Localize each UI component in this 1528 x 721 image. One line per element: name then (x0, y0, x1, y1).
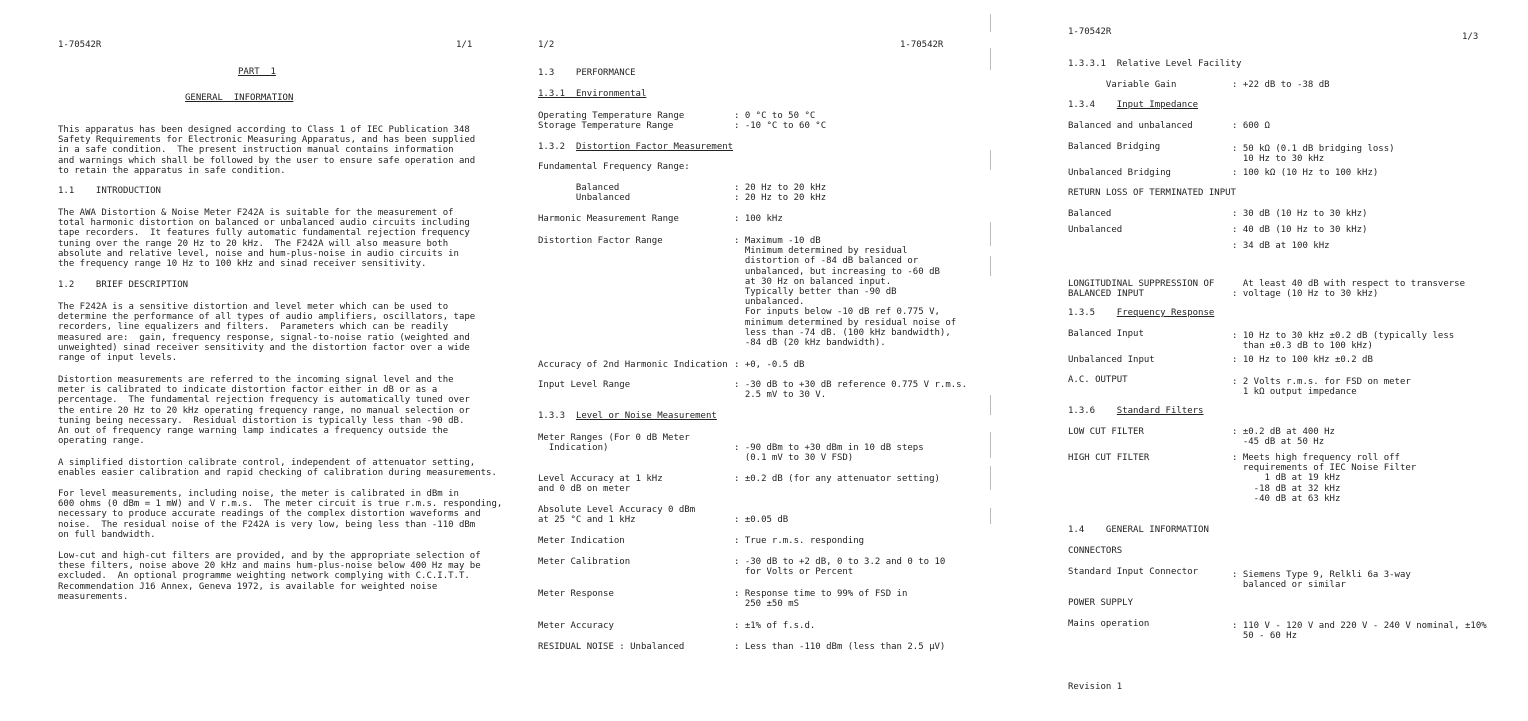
spec-label: Variable Gain (1068, 80, 1177, 90)
spec-value: At least 40 dB with respect to transverse : voltage (10 Hz to 30 kHz) (1232, 279, 1465, 300)
spec-label: LOW CUT FILTER (1068, 427, 1144, 437)
spec-value: : ±0.2 dB (for any attenuator setting) (734, 474, 940, 484)
spec-label: Absolute Level Accuracy 0 dBm at 25 °C and 1 kHz (538, 505, 696, 526)
page-1 (58, 0, 508, 721)
spec-label: HIGH CUT FILTER (1068, 453, 1150, 463)
page-title: GENERAL INFORMATION (185, 93, 294, 103)
spec-value: : 10 Hz to 30 kHz ±0.2 dB (typically less than ±0.3 dB to 100 kHz) (1232, 331, 1455, 352)
return-loss-heading: RETURN LOSS OF TERMINATED INPUT (1068, 188, 1236, 198)
description-paragraph-3: A simplified distortion calibrate control, independent of attenuator setting, enables easier calibration and rapid checking of calibration during measurements. (58, 458, 497, 479)
spec-label: Unbalanced Bridging (1068, 168, 1171, 178)
spec-value: : 20 Hz to 20 kHz : 20 Hz to 20 kHz (734, 183, 827, 204)
section-heading-1-3-3-1: 1.3.3.1 Relative Level Facility (1068, 59, 1242, 69)
spec-label: Mains operation (1068, 619, 1150, 629)
spec-label: Input Level Range (538, 380, 631, 390)
spec-value: : Less than -110 dBm (less than 2.5 µV) (734, 642, 946, 652)
spec-label: Standard Input Connector (1068, 567, 1199, 577)
connectors-heading: CONNECTORS (1068, 546, 1123, 556)
section-heading-1-1: 1.1 INTRODUCTION (58, 186, 161, 196)
spec-label: Accuracy of 2nd Harmonic Indication (538, 360, 728, 370)
spec-label: Level Accuracy at 1 kHz and 0 dB on meter (538, 474, 663, 495)
spec-value: : ±0.05 dB (734, 515, 789, 525)
spec-label: Balanced Unbalanced (575, 183, 631, 204)
section-heading-1-3-2: 1.3.2 Distortion Factor Measurement (538, 142, 734, 152)
spec-label: Meter Indication (538, 536, 625, 546)
part-heading: PART 1 (238, 67, 276, 77)
doc-number: 1-70542R (1068, 27, 1112, 37)
spec-label: Distortion Factor Range (538, 236, 663, 246)
introduction-paragraph: The AWA Distortion & Noise Meter F242A is suitable for the measurement of total harmonic distortion on balanced or unbalanced audio circuits including tape recorders. It features fully automatic fundamental rejection frequency tuning over the range 20 Hz to 20 kHz. The F242A will also measure both absolute and relative level, noise and hum-plus-noise in audio circuits in the frequency range 10 Hz to 100 kHz and sinad receiver sensitivity. (58, 208, 470, 270)
spec-value: : 40 dB (10 Hz to 30 kHz) (1232, 225, 1368, 235)
doc-number: 1-70542R (58, 40, 102, 50)
intro-paragraph: This apparatus has been designed according to Class 1 of IEC Publication 348 Safety Requirements for Electronic Measuring Apparatus, and has been supplied in a safe condition. The present instruction manual contains information and warnings which shall be followed by the user to ensure safe operation and to retain the apparatus in safe condition. (58, 125, 476, 176)
page-number: 1/2 (538, 40, 555, 50)
spec-value: : +0, -0.5 dB (734, 360, 805, 370)
spec-label: Meter Ranges (For 0 dB Meter Indication) (538, 433, 690, 454)
page-number: 1/1 (456, 40, 473, 50)
spec-value: : 0 °C to 50 °C : -10 °C to 60 °C (734, 111, 827, 132)
binding-spine (986, 0, 1000, 721)
spec-label: Unbalanced (1068, 225, 1123, 235)
page-2 (538, 0, 978, 721)
section-heading-1-3-5: 1.3.5 Frequency Response (1068, 308, 1215, 318)
spec-value: : -30 dB to +2 dB, 0 to 3.2 and 0 to 10 for Volts or Percent (734, 557, 946, 578)
spec-value: : -90 dBm to +30 dBm in 10 dB steps (0.1 mV to 30 V FSD) (734, 443, 924, 464)
spec-value: : 34 dB at 100 kHz (1232, 241, 1330, 251)
fundamental-range-heading: Fundamental Frequency Range: (538, 162, 690, 172)
spec-value: : Siemens Type 9, Relkli 6a 3-way balanced or similar (1232, 570, 1411, 591)
section-heading-1-3-4: 1.3.4 Input Impedance (1068, 100, 1199, 110)
spec-label: Balanced Input (1068, 329, 1144, 339)
spec-value: : 30 dB (10 Hz to 30 kHz) (1232, 209, 1368, 219)
doc-number: 1-70542R (900, 40, 944, 50)
spec-value: : Meets high frequency roll off requirements of IEC Noise Filter 1 dB at 19 kHz -18 dB at 32 kHz -40 dB at 63 kHz (1232, 453, 1417, 504)
spec-value: : -30 dB to +30 dB reference 0.775 V r.m.s. 2.5 mV to 30 V. (734, 380, 967, 401)
spec-label: Operating Temperature Range Storage Temperature Range (538, 111, 685, 132)
spec-value: : 100 kHz (734, 214, 783, 224)
spec-value: : 10 Hz to 100 kHz ±0.2 dB (1232, 355, 1373, 365)
spec-value: : +22 dB to -38 dB (1232, 80, 1330, 90)
page-3 (1068, 0, 1508, 721)
spec-label: Meter Calibration (538, 557, 631, 567)
spec-value: : True r.m.s. responding (734, 536, 865, 546)
spec-value: : 100 kΩ (10 Hz to 100 kHz) (1232, 168, 1379, 178)
section-heading-1-2: 1.2 BRIEF DESCRIPTION (58, 280, 189, 290)
spec-label: Balanced (1068, 209, 1112, 219)
power-supply-heading: POWER SUPPLY (1068, 598, 1134, 608)
spec-label: Meter Accuracy (538, 621, 614, 631)
section-heading-1-3: 1.3 PERFORMANCE (538, 68, 636, 78)
spec-label: Unbalanced Input (1068, 355, 1155, 365)
spec-value: : 50 kΩ (0.1 dB bridging loss) 10 Hz to 30 kHz (1232, 144, 1395, 165)
spec-value: : Response time to 99% of FSD in 250 ±50 mS (734, 589, 908, 610)
description-paragraph-5: Low-cut and high-cut filters are provided, and by the appropriate selection of these filters, noise above 20 kHz and mains hum-plus-noise below 400 Hz may be excluded. An optional programme weighting network complying with C.C.I.T.T. Recommendation J16 Annex, Geneva 1972, is available for weighted noise measurements. (58, 551, 481, 602)
section-heading-1-3-1: 1.3.1 Environmental (538, 89, 647, 99)
spec-value: : Maximum -10 dB Minimum determined by residual distortion of -84 dB balanced or unbalanced, but increasing to -60 dB at 30 Hz on balanced input. Typically better than -90 dB unbalanced. For inputs below -10 dB ref 0.775 V, minimum determined by residual noise of less than -74 dB. (100 kHz bandwidth), -84 dB (20 kHz bandwidth). (734, 236, 957, 349)
spec-label: Balanced and unbalanced (1068, 121, 1193, 131)
page-number: 1/3 (1462, 32, 1479, 42)
spec-label: LONGITUDINAL SUPPRESSION OF BALANCED INPUT (1068, 279, 1215, 300)
spec-label: Balanced Bridging (1068, 142, 1161, 152)
spec-value: : 110 V - 120 V and 220 V - 240 V nominal, ±10% 50 - 60 Hz (1232, 621, 1487, 642)
spec-value: : 2 Volts r.m.s. for FSD on meter 1 kΩ output impedance (1232, 377, 1411, 398)
section-heading-1-4: 1.4 GENERAL INFORMATION (1068, 525, 1209, 535)
description-paragraph-4: For level measurements, including noise, the meter is calibrated in dBm in 600 ohms (0 dBm = 1 mW) and V r.m.s. The meter circuit is true r.m.s. responding, necessary to produce accurate readings of the complex distortion waveforms and noise. The residual noise of the F242A is very low, being less than -110 dBm on full bandwidth. (58, 489, 503, 540)
section-heading-1-3-6: 1.3.6 Standard Filters (1068, 406, 1204, 416)
section-heading-1-3-3: 1.3.3 Level or Noise Measurement (538, 411, 717, 421)
spec-value: : ±0.2 dB at 400 Hz -45 dB at 50 Hz (1232, 427, 1335, 448)
spec-value: : ±1% of f.s.d. (734, 621, 816, 631)
description-paragraph-2: Distortion measurements are referred to the incoming signal level and the meter is calibrated to indicate distortion factor either in dB or as a percentage. The fundamental rejection frequency is automatically tuned over the entire 20 Hz to 20 kHz operating frequency range, no manual selection or tuning being necessary. Residual distortion is typically less than -90 dB. An out of frequency range warning lamp indicates a frequency outside the operating range. (58, 375, 470, 447)
spec-label: A.C. OUTPUT (1068, 375, 1128, 385)
spec-label: Harmonic Measurement Range (538, 214, 679, 224)
description-paragraph-1: The F242A is a sensitive distortion and level meter which can be used to determine the performance of all types of audio amplifiers, oscillators, tape recorders, line equalizers and filters. Parameters which can be readily measured are: gain, frequency response, signal-to-noise ratio (weighted and unweighted) sinad receiver sensitivity and the distortion factor over a wide range of input levels. (58, 302, 476, 364)
spec-label: Meter Response (538, 589, 614, 599)
revision-note: Revision 1 (1068, 682, 1123, 692)
spec-value: : 600 Ω (1232, 121, 1270, 131)
spec-label: RESIDUAL NOISE : Unbalanced (538, 642, 685, 652)
